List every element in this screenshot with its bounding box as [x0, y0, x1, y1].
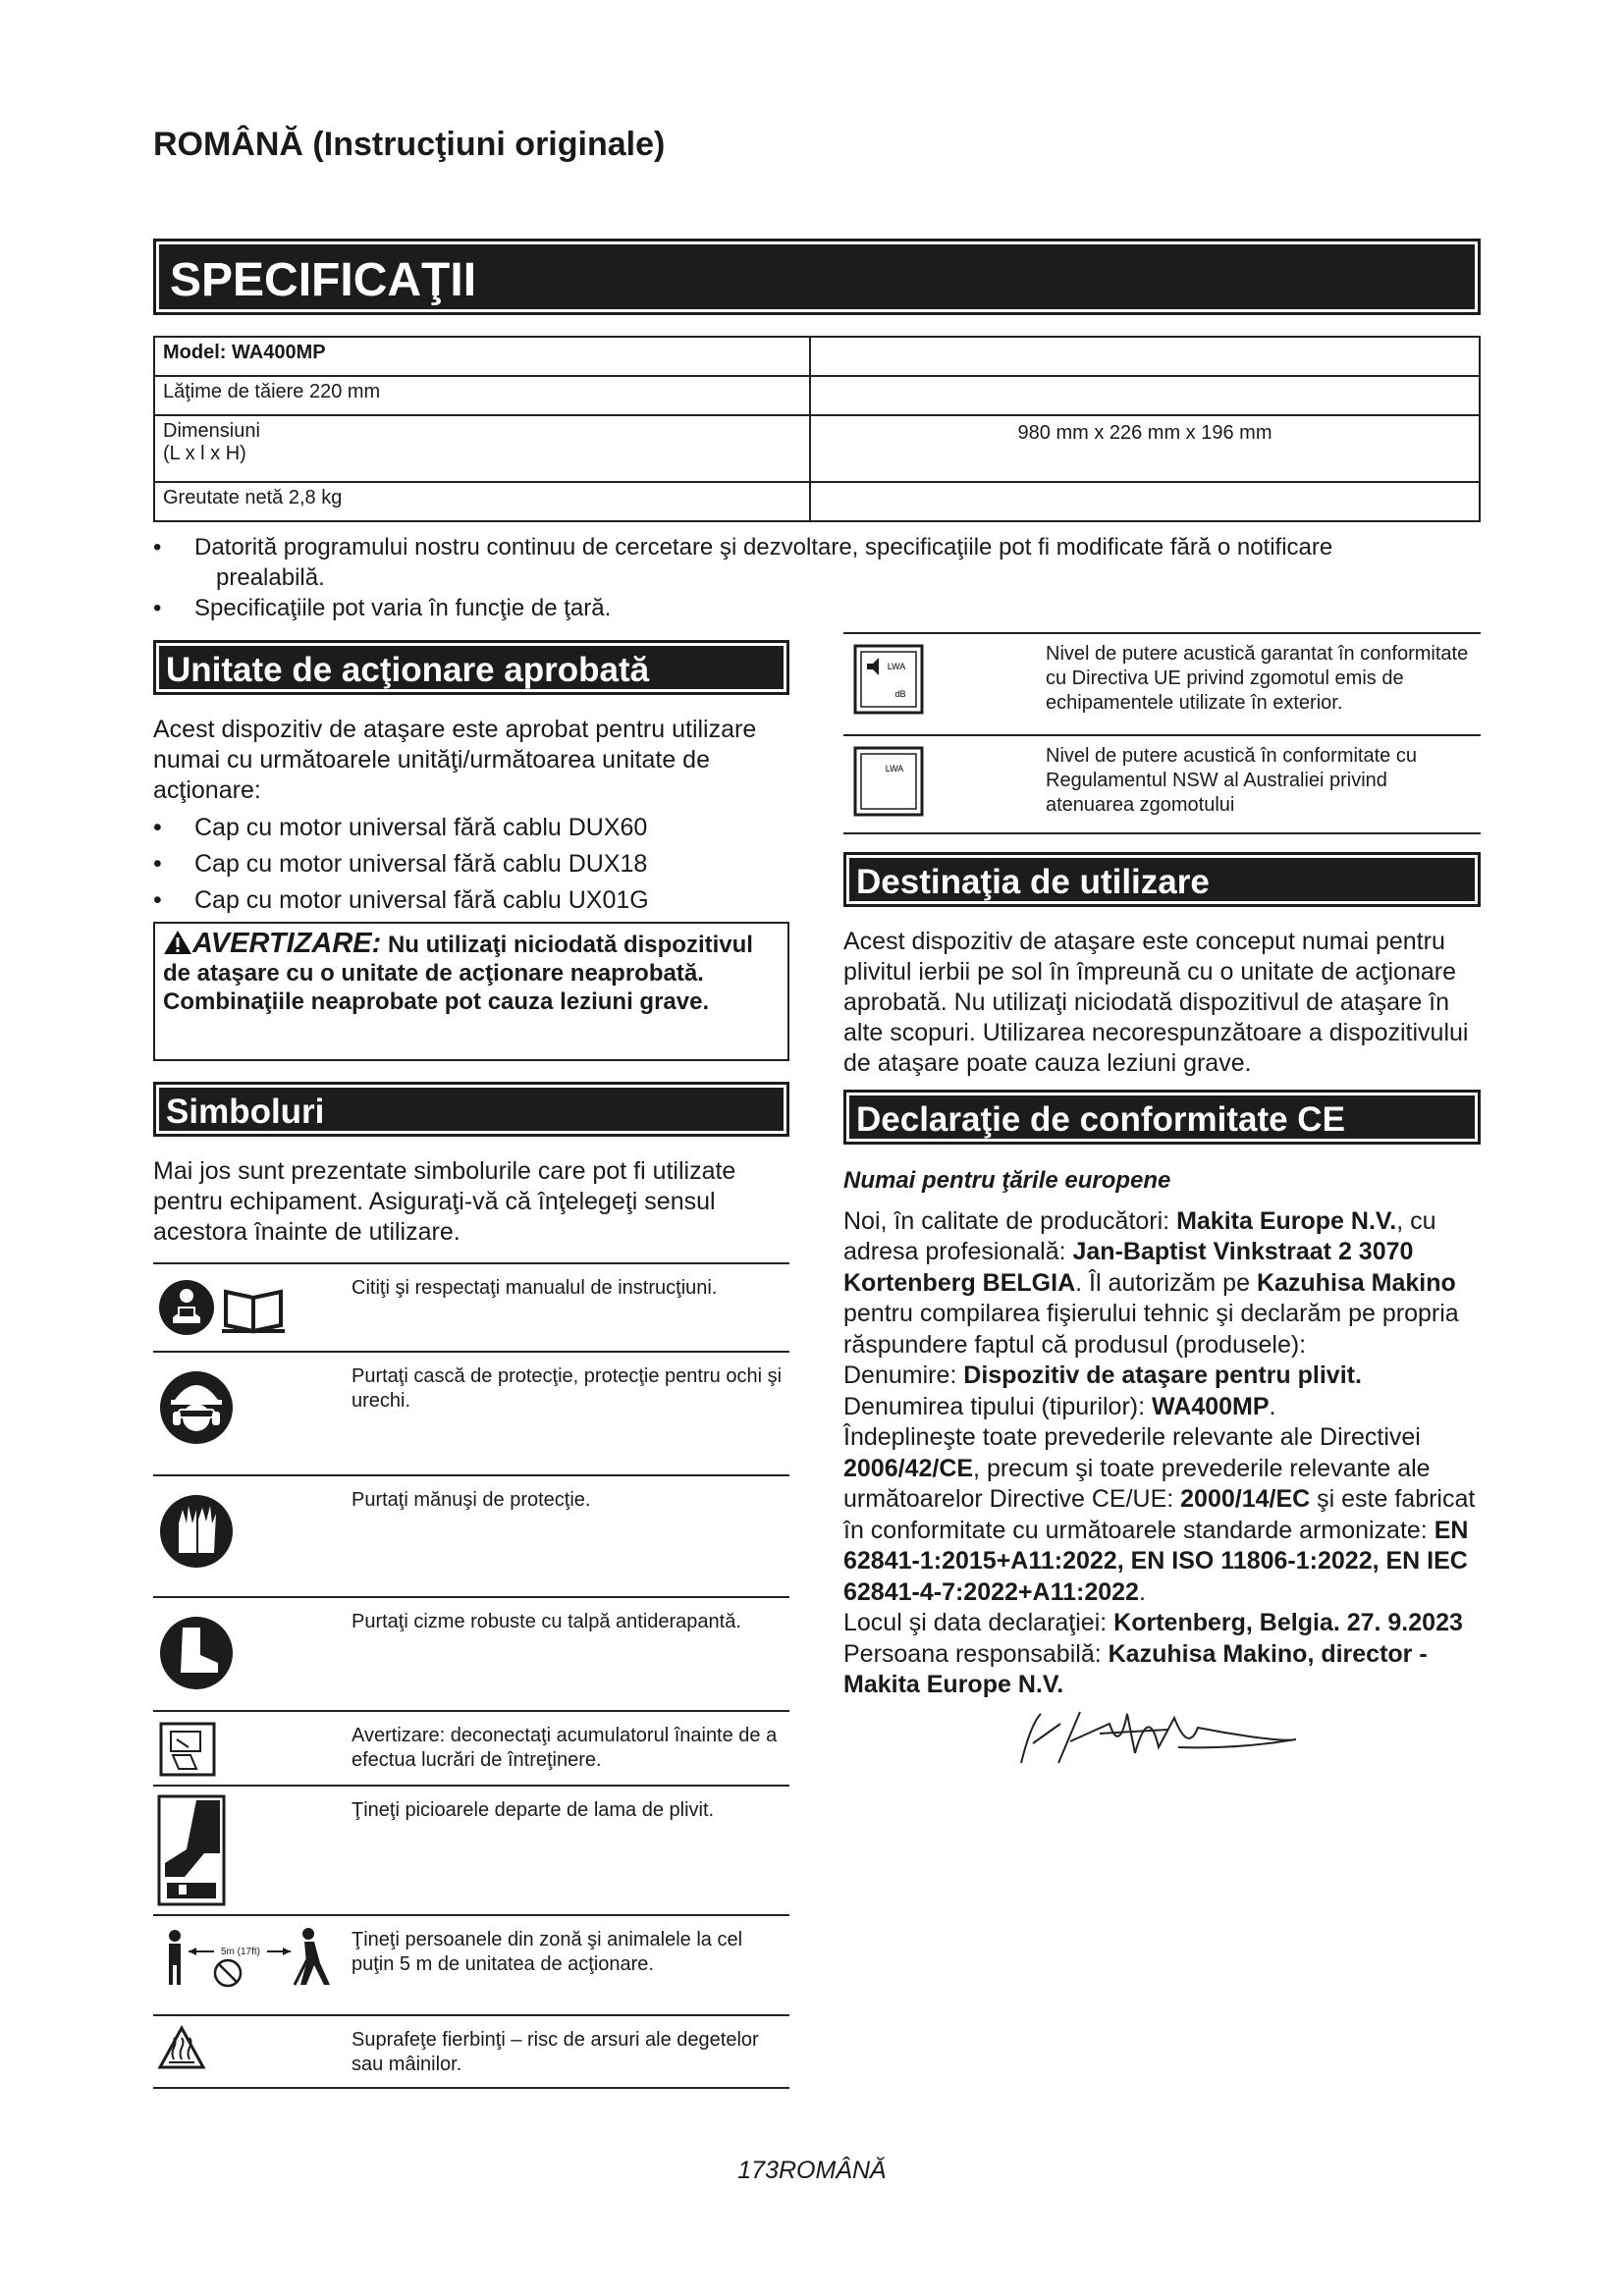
declaration-subheading: Numai pentru ţările europene: [843, 1167, 1171, 1194]
page-title: ROMÂNĂ (Instrucţiuni originale): [153, 126, 666, 163]
distance-label: 5m (17ft): [220, 1947, 261, 1957]
drive-unit-intro: Acest dispozitiv de ataşare este aprobat pentru utilizare numai cu următoarele unităţi/următoarea unitate de acţionare:: [153, 716, 757, 804]
table-row: [153, 2014, 789, 2089]
noise-icon-label: LWA: [887, 662, 906, 671]
spec-model-value: [810, 337, 1480, 376]
table-row: [153, 1596, 789, 1710]
table-row: [843, 632, 1481, 734]
warning-box: [153, 922, 789, 1061]
helmet-protection-icon: [157, 1361, 334, 1454]
symbol-text: Purtaţi cască de protecţie, protecţie pentru ochi şi urechi.: [352, 1365, 783, 1412]
table-row: [154, 376, 1480, 415]
signature: [1001, 1694, 1316, 1783]
page-number: 173ROMÂNĂ: [737, 2157, 887, 2184]
table-row: [153, 1474, 789, 1596]
symbol-text: Suprafeţe fierbinţi – risc de arsuri ale degetelor sau mâinilor.: [352, 2029, 759, 2075]
declaration-body: [843, 1165, 1491, 1701]
table-row: [154, 482, 1480, 521]
specs-table: [153, 336, 1481, 522]
specs-notes: [153, 532, 1489, 623]
symbols-heading: Simboluri: [153, 1082, 789, 1137]
drive-unit-list: [153, 810, 801, 919]
declaration-text: Noi, în calitate de producători: Makita Europe N.V., cu adresa profesională: Jan-Baptist Vinkstraat 2 3070 Kortenberg BELGIA. Îl autorizăm pe Kazuhisa Makino pentru compilarea fişierului tehnic şi declarăm pe propria răspundere faptul că produsul (produsele): Denumire: Dispozitiv de ataşare pentru plivit. Denumirea tipului (tipurilor): WA400MP. Îndeplineşte toate prevederile relevante ale Directivei 2006/42/CE, precum şi toate prevederile relevante ale următoarelor Directive CE/UE: 2000/14/EC şi este fabricat în conformitate cu următoarele standarde armonizate: EN 62841-1:2015+A11:2022, EN ISO 11806-1:2022, EN IEC 62841-4-7:2022+A11:2022. Locul şi data declaraţiei: Kortenberg, Belgia. 27. 9.2023 Persoana responsabilă: Kazuhisa Makino, director - Makita Europe N.V.: [843, 1206, 1476, 1698]
noise-table: [843, 632, 1481, 834]
spec-cutting-width: Lăţime de tăiere 220 mm: [154, 376, 810, 415]
table-row: [153, 1914, 789, 2014]
symbol-text: Ţineţi persoanele din zonă şi animalele la cel puţin 5 m de unitatea de acţionare.: [352, 1929, 743, 1975]
declaration-heading: Declaraţie de conformitate CE: [843, 1090, 1481, 1145]
drive-unit-heading: Unitate de acţionare aprobată: [153, 640, 789, 695]
symbols-intro: Mai jos sunt prezentate simbolurile care pot fi utilizate pentru echipament. Asiguraţi-vă că înţelegeţi sensul acestora înainte de utilizare.: [153, 1157, 736, 1246]
intended-use-heading: Destinaţia de utilizare: [843, 852, 1481, 907]
noise-icon-unit: dB: [894, 689, 906, 699]
noise-text: Nivel de putere acustică în conformitate cu Regulamentul NSW al Australiei privind atenuarea zgomotului: [1046, 745, 1417, 816]
symbol-text: Citiţi şi respectaţi manualul de instrucţiuni.: [352, 1277, 718, 1299]
symbol-text: Ţineţi picioarele departe de lama de plivit.: [352, 1799, 715, 1821]
gloves-icon: [157, 1484, 334, 1577]
table-row: [153, 1351, 789, 1474]
spec-cutting-width-value: [810, 376, 1480, 415]
list-item: • Datorită programului nostru continuu de cercetare şi dezvoltare, specificaţiile pot fi modificate fără o notificare prealabilă.: [153, 534, 1333, 591]
hot-surface-icon: [157, 2024, 334, 2078]
warning-label: AVERTIZARE:: [192, 928, 382, 959]
table-row: [843, 734, 1481, 834]
noise-icon-label: LWA: [885, 764, 904, 774]
sound-power-eu-icon: [853, 644, 932, 722]
list-item: • Specificaţiile pot varia în funcţie de ţară.: [153, 595, 612, 621]
spec-model: Model: WA400MP: [154, 337, 810, 376]
table-row: [153, 1710, 789, 1785]
intended-use-text: Acest dispozitiv de ataşare este conceput numai pentru plivitul ierbii pe sol în împreună cu o unitate de acţionare aprobată. Nu utilizaţi niciodată dispozitivul de ataşare în alte scopuri. Utilizarea necorespunzătoare a dispozitivului de ataşare poate cauza leziuni grave.: [843, 928, 1469, 1077]
warning-triangle-icon: [163, 930, 192, 955]
table-row: [153, 1785, 789, 1914]
table-row: [154, 337, 1480, 376]
table-row: [154, 415, 1480, 482]
warning-text: Nu utilizaţi niciodată dispozitivul de ataşare cu o unitate de acţionare neaprobată. Combinaţiile neaprobate pot cauza leziuni grave.: [163, 932, 753, 1015]
list-item: • Cap cu motor universal fără cablu UX01G: [153, 886, 649, 914]
list-item: • Cap cu motor universal fără cablu DUX18: [153, 850, 648, 878]
boots-icon: [157, 1606, 334, 1699]
spec-dimensions: Dimensiuni (L x l x H): [154, 415, 810, 482]
specs-heading: SPECIFICAŢII: [153, 239, 1481, 315]
sound-power-nsw-icon: [853, 746, 932, 825]
symbols-table: [153, 1262, 789, 2089]
symbol-text: Avertizare: deconectaţi acumulatorul înainte de a efectua lucrări de întreţinere.: [352, 1725, 778, 1771]
symbol-text: Purtaţi mănuşi de protecţie.: [352, 1489, 591, 1511]
noise-text: Nivel de putere acustică garantat în conformitate cu Directiva UE privind zgomotul emis de echipamentele utilizate în exterior.: [1046, 643, 1469, 714]
keep-distance-icon: [157, 1924, 334, 1998]
spec-weight: Greutate netă 2,8 kg: [154, 482, 810, 521]
symbol-text: Purtaţi cizme robuste cu talpă antiderapantă.: [352, 1611, 741, 1632]
keep-feet-away-icon: [157, 1794, 334, 1913]
table-row: [153, 1262, 789, 1351]
read-manual-icon: [157, 1272, 334, 1346]
list-item: • Cap cu motor universal fără cablu DUX60: [153, 814, 648, 841]
spec-dimensions-value: 980 mm x 226 mm x 196 mm: [810, 415, 1480, 482]
spec-weight-value: [810, 482, 1480, 521]
battery-disconnect-icon: [157, 1720, 334, 1784]
